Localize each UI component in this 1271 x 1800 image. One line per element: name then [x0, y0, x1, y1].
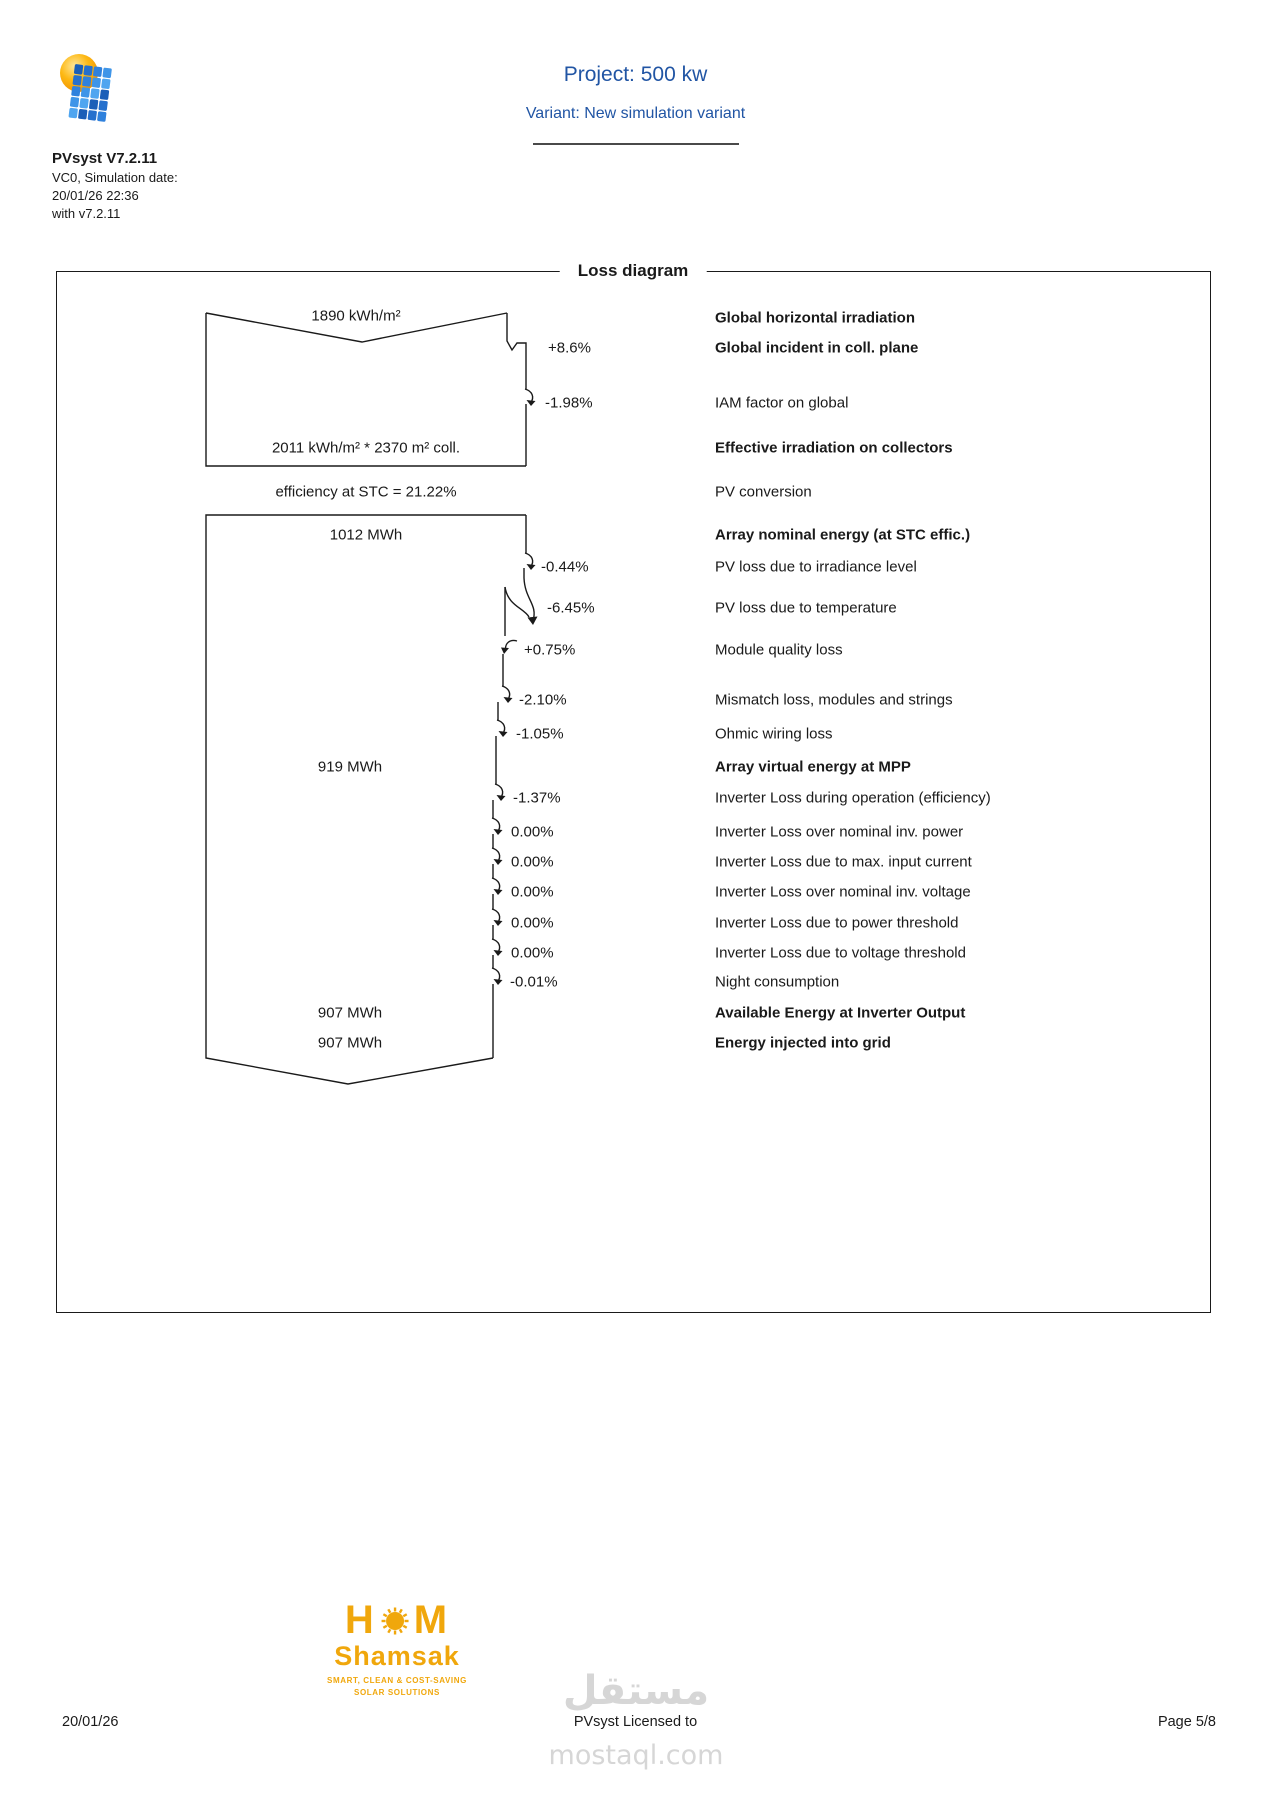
footer-date: 20/01/26: [62, 1714, 119, 1730]
loss-row-label: Global incident in coll. plane: [715, 339, 919, 357]
loss-row-percent: 0.00%: [511, 944, 554, 962]
brand-tagline: [327, 1675, 467, 1699]
watermark-domain: mostaql.com: [548, 1740, 724, 1771]
loss-row-percent: 0.00%: [511, 823, 554, 841]
brand-name: Shamsak: [334, 1641, 460, 1671]
loss-row-percent: -0.44%: [541, 558, 589, 576]
loss-row-label: Inverter Loss during operation (efficiency): [715, 789, 991, 807]
loss-row-label: Array nominal energy (at STC effic.): [715, 526, 971, 544]
energy-value: 907 MWh: [317, 1034, 383, 1052]
loss-row-label: Ohmic wiring loss: [715, 725, 833, 743]
brand-tagline-line2: SOLAR SOLUTIONS: [354, 1688, 440, 1697]
loss-row-percent: 0.00%: [511, 883, 554, 901]
project-title: Project: 500 kw: [563, 63, 708, 86]
energy-value: 2011 kWh/m² * 2370 m² coll.: [271, 439, 461, 457]
simulation-version: with v7.2.11: [52, 206, 121, 221]
loss-row-percent: -1.05%: [516, 725, 564, 743]
loss-row-percent: 0.00%: [511, 914, 554, 932]
loss-row-percent: +0.75%: [524, 641, 576, 659]
loss-row-label: PV conversion: [715, 483, 812, 501]
loss-row-percent: -0.01%: [510, 973, 558, 991]
watermark-arabic: مستقل: [562, 1668, 710, 1714]
footer-license: PVsyst Licensed to: [573, 1714, 698, 1730]
loss-row-percent: -1.98%: [545, 394, 593, 412]
loss-row-label: Module quality loss: [715, 641, 843, 659]
loss-row-label: Array virtual energy at MPP: [715, 758, 911, 776]
loss-row-label: Global horizontal irradiation: [715, 309, 916, 327]
loss-row-label: Inverter Loss due to max. input current: [715, 853, 972, 871]
loss-row-label: Energy injected into grid: [715, 1034, 891, 1052]
variant-underline: [533, 143, 739, 145]
loss-row-label: Mismatch loss, modules and strings: [715, 691, 953, 709]
sun-icon: [377, 1602, 413, 1638]
loss-row-label: Inverter Loss due to power threshold: [715, 914, 959, 932]
loss-row-label: PV loss due to irradiance level: [715, 558, 917, 576]
brand-tagline-line1: SMART, CLEAN & COST-SAVING: [327, 1676, 467, 1685]
energy-value: 907 MWh: [317, 1004, 383, 1022]
loss-row-percent: -2.10%: [519, 691, 567, 709]
footer-page-number: Page 5/8: [1157, 1714, 1216, 1730]
loss-row-label: Inverter Loss due to voltage threshold: [715, 944, 966, 962]
energy-value: efficiency at STC = 21.22%: [275, 483, 457, 501]
simulation-date: 20/01/26 22:36: [52, 188, 139, 203]
loss-row-label: PV loss due to temperature: [715, 599, 897, 617]
loss-row-percent: -1.37%: [513, 789, 561, 807]
diagram-border: [56, 271, 1211, 1313]
loss-row-percent: -6.45%: [547, 599, 595, 617]
diagram-title: Loss diagram: [560, 261, 707, 281]
brand-letter-m: M: [413, 1598, 450, 1642]
energy-value: 1012 MWh: [329, 526, 403, 544]
loss-row-label: Available Energy at Inverter Output: [715, 1004, 966, 1022]
loss-row-label: Inverter Loss over nominal inv. power: [715, 823, 964, 841]
energy-value: 919 MWh: [317, 758, 383, 776]
app-version: PVsyst V7.2.11: [52, 150, 158, 167]
brand-letter-h: H: [344, 1598, 376, 1642]
loss-row-label: Effective irradiation on collectors: [715, 439, 953, 457]
simulation-meta: VC0, Simulation date:: [52, 170, 178, 185]
brand-word: [327, 1600, 467, 1640]
loss-row-percent: +8.6%: [548, 339, 591, 357]
shamsak-logo: [327, 1600, 467, 1699]
energy-value: 1890 kWh/m²: [311, 307, 401, 325]
loss-row-label: Inverter Loss over nominal inv. voltage: [715, 883, 971, 901]
loss-row-percent: 0.00%: [511, 853, 554, 871]
loss-row-label: IAM factor on global: [715, 394, 849, 412]
variant-title: Variant: New simulation variant: [525, 105, 746, 122]
loss-row-label: Night consumption: [715, 973, 840, 991]
